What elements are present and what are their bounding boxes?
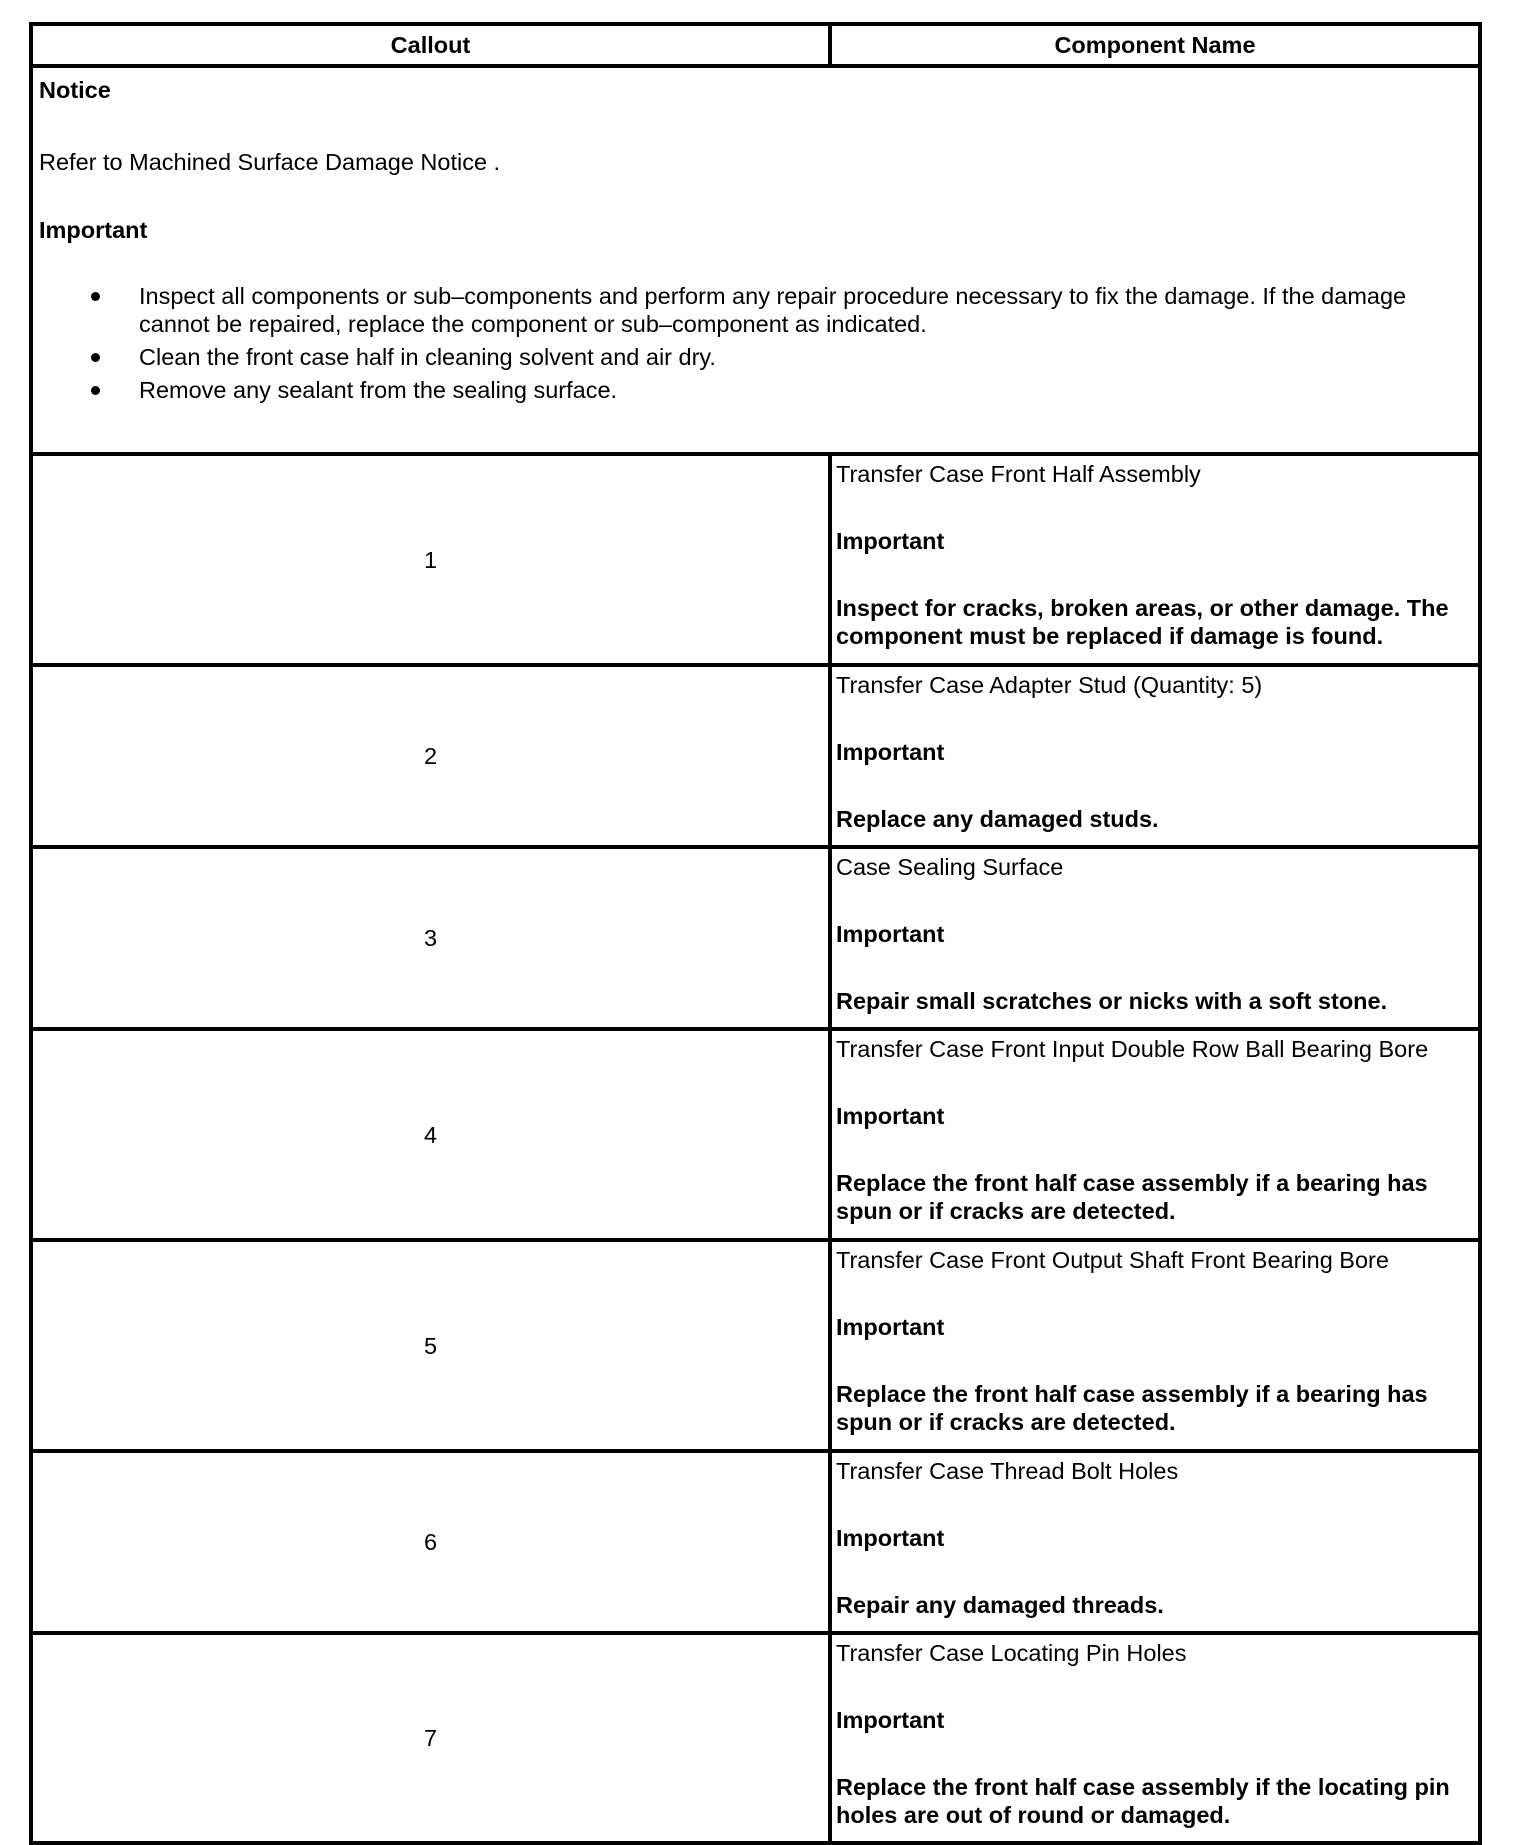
callout-column-header: Callout: [31, 24, 830, 66]
table-row: [31, 1029, 1480, 1240]
bullet-text: Remove any sealant from the sealing surface.: [139, 377, 618, 403]
important-text: Replace the front half case assembly if the locating pin holes are out of round or damaged.: [836, 1774, 1450, 1828]
table-row: [31, 1633, 1480, 1843]
important-text: Repair small scratches or nicks with a soft stone.: [836, 988, 1388, 1014]
notice-text: Refer to Machined Surface Damage Notice .: [39, 149, 501, 175]
component-cell: [830, 1029, 1480, 1240]
component-cell: [830, 1240, 1480, 1451]
important-label: Important: [836, 1103, 945, 1129]
component-cell: [830, 847, 1480, 1029]
bullet-text: Clean the front case half in cleaning solvent and air dry.: [139, 344, 716, 370]
callout-cell: 7: [31, 1633, 830, 1843]
important-label: Important: [836, 1314, 945, 1340]
important-label: Important: [836, 921, 945, 947]
component-cell: [830, 454, 1480, 665]
component-cell: [830, 1451, 1480, 1633]
component-name: Transfer Case Front Input Double Row Ball Bearing Bore: [836, 1036, 1429, 1062]
callout-cell: 2: [31, 665, 830, 847]
table-row: [31, 1451, 1480, 1633]
important-heading: Important: [39, 217, 148, 243]
callout-cell: 6: [31, 1451, 830, 1633]
table-row: [31, 1240, 1480, 1451]
component-name: Case Sealing Surface: [836, 854, 1064, 880]
table-row: [31, 454, 1480, 665]
important-text: Replace the front half case assembly if a bearing has spun or if cracks are detected.: [836, 1170, 1428, 1224]
important-label: Important: [836, 739, 945, 765]
component-name: Transfer Case Front Half Assembly: [836, 461, 1201, 487]
callout-cell: 5: [31, 1240, 830, 1451]
notice-heading: Notice: [39, 77, 111, 103]
component-cell: [830, 1633, 1480, 1843]
bullet-dot-icon: [91, 386, 100, 395]
bullet-text: Inspect all components or sub–components and perform any repair procedure necessary to fix the damage. If the damage cannot be repaired, replace the component or sub–component as indicated.: [139, 283, 1407, 337]
component-name: Transfer Case Adapter Stud (Quantity: 5): [836, 672, 1263, 698]
bullet-dot-icon: [91, 292, 100, 301]
bullet-item: [39, 343, 1472, 371]
important-label: Important: [836, 1707, 945, 1733]
important-label: Important: [836, 528, 945, 554]
component-cell: [830, 665, 1480, 847]
important-text: Replace any damaged studs.: [836, 806, 1159, 832]
table-header-row: [31, 24, 1480, 66]
notice-cell: [31, 66, 1480, 454]
important-bullet-list: [39, 282, 1472, 404]
bullet-item: [39, 376, 1472, 404]
important-text: Repair any damaged threads.: [836, 1592, 1164, 1618]
notice-row: [31, 66, 1480, 454]
table-row: [31, 665, 1480, 847]
component-name: Transfer Case Thread Bolt Holes: [836, 1458, 1179, 1484]
important-label: Important: [836, 1525, 945, 1551]
bullet-dot-icon: [91, 353, 100, 362]
table-row: [31, 847, 1480, 1029]
bullet-item: [39, 282, 1472, 338]
component-name-column-header: Component Name: [830, 24, 1480, 66]
component-name: Transfer Case Front Output Shaft Front Bearing Bore: [836, 1247, 1389, 1273]
callout-cell: 4: [31, 1029, 830, 1240]
important-text: Replace the front half case assembly if a bearing has spun or if cracks are detected.: [836, 1381, 1428, 1435]
component-name: Transfer Case Locating Pin Holes: [836, 1640, 1187, 1666]
callout-cell: 1: [31, 454, 830, 665]
component-table: [29, 22, 1482, 1845]
important-text: Inspect for cracks, broken areas, or other damage. The component must be replaced if damage is found.: [836, 595, 1449, 649]
callout-cell: 3: [31, 847, 830, 1029]
